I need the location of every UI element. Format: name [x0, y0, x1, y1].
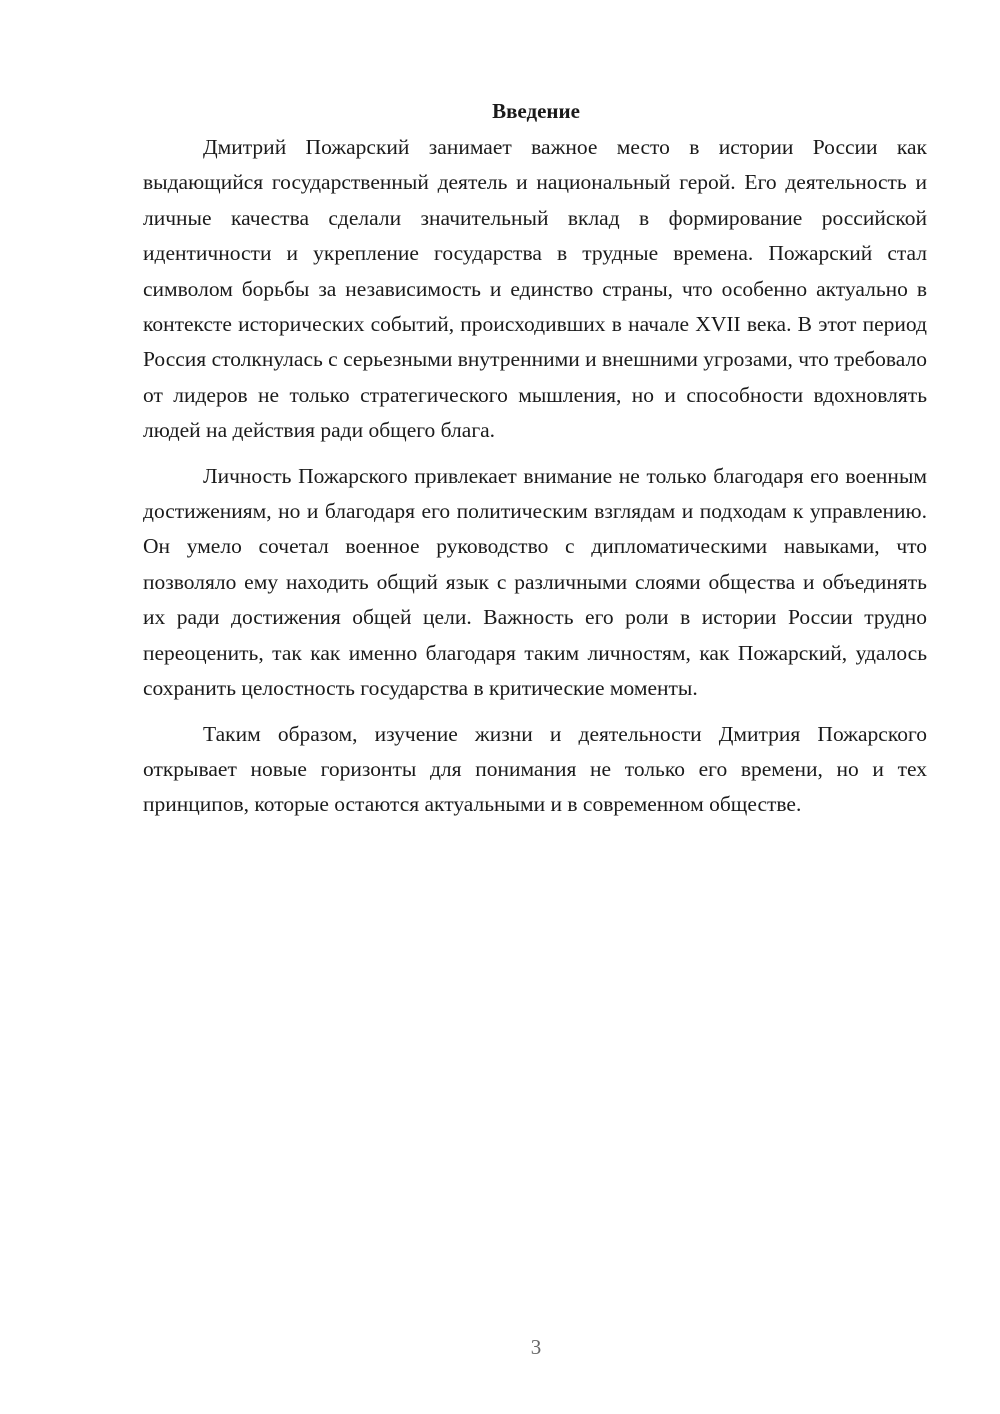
section-heading: Введение: [492, 99, 580, 123]
page-number: 3: [530, 1335, 542, 1359]
paragraph-3: Таким образом, изучение жизни и деятельности Дмитрия Пожарского открывает новые горизонты для понимания не только его времени, но и тех принципов, которые остаются актуальными и в современном обществе.: [143, 721, 927, 817]
paragraph-1: Дмитрий Пожарский занимает важное место в истории России как выдающийся государственный деятель и национальный герой. Его деятельность и личные качества сделали значительный вклад в формирование российской идентичности и укрепление государства в трудные времена. Пожарский стал символом борьбы за независимость и единство страны, что особенно актуально в контексте исторических событий, происходивших в начале XVII века. В этот период Россия столкнулась с серьезными внутренними и внешними угрозами, что требовало от лидеров не только стратегического мышления, но и способности вдохновлять людей на действия ради общего блага.: [143, 135, 927, 443]
paragraph-2: Личность Пожарского привлекает внимание не только благодаря его военным достижениям, но и благодаря его политическим взглядам и подходам к управлению. Он умело сочетал военное руководство с дипломатическими навыками, что позволяло ему находить общий язык с различными слоями общества и объединять их ради достижения общей цели. Важность его роли в истории России трудно переоценить, так как именно благодаря таким личностям, как Пожарский, удалось сохранить целостность государства в критические моменты.: [143, 463, 927, 701]
document-body: [143, 96, 927, 823]
